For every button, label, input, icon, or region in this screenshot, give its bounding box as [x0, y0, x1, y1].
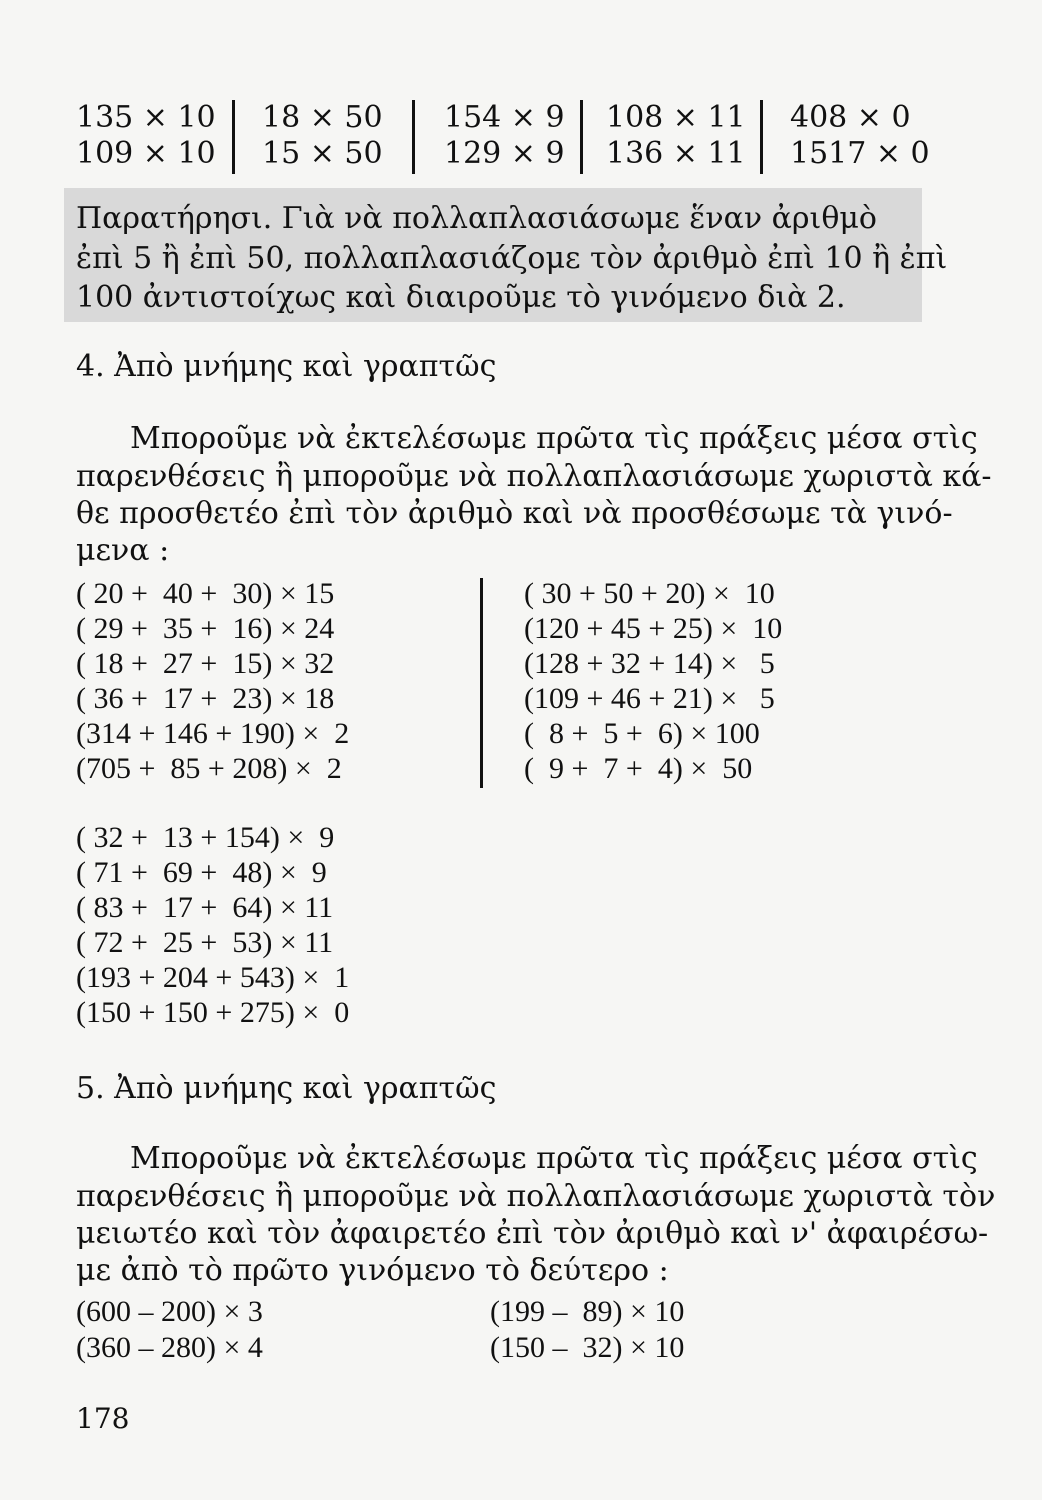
exercise-row: (120 + 45 + 25) × 10	[524, 612, 783, 645]
section-4-heading: 4. Ἀπὸ μνήμης καὶ γραπτῶς	[76, 349, 497, 384]
section-4-paragraph-line: μενα :	[76, 533, 170, 568]
exercise-row: (314 + 146 + 190) × 2	[76, 717, 350, 750]
top-table-cell: 15 × 50	[262, 136, 383, 171]
top-table-cell: 1517 × 0	[790, 136, 930, 171]
section-4-paragraph-line: θε προσθετέο ἐπὶ τὸν ἀριθμὸ καὶ νὰ προσθέσωμε τὰ γινό-	[76, 496, 953, 531]
exercise-row: ( 30 + 50 + 20) × 10	[524, 577, 775, 610]
table-divider	[580, 100, 583, 174]
exercise-row: ( 36 + 17 + 23) × 18	[76, 682, 335, 715]
section-5-paragraph-line: παρενθέσεις ἢ μποροῦμε νὰ πολλαπλασιάσωμε χωριστὰ τὸν	[76, 1179, 996, 1214]
exercise-row: ( 71 + 69 + 48) × 9	[76, 856, 327, 889]
top-table-cell: 408 × 0	[790, 100, 911, 135]
note-line: 100 ἀντιστοίχως καὶ διαιροῦμε τὸ γινόμενο διὰ 2.	[76, 280, 846, 315]
exercise-row: (128 + 32 + 14) × 5	[524, 647, 775, 680]
section-5-paragraph-line: με ἀπὸ τὸ πρῶτο γινόμενο τὸ δεύτερο :	[76, 1253, 669, 1288]
section-5-heading: 5. Ἀπὸ μνήμης καὶ γραπτῶς	[76, 1071, 497, 1106]
section-5-paragraph-line: μειωτέο καὶ τὸν ἀφαιρετέο ἐπὶ τὸν ἀριθμὸ καὶ ν' ἀφαιρέσω-	[76, 1216, 989, 1251]
section-4-paragraph-line: Μποροῦμε νὰ ἐκτελέσωμε πρῶτα τὶς πράξεις μέσα στὶς	[130, 421, 978, 456]
page-number: 178	[76, 1402, 130, 1435]
exercise-row: (150 – 32) × 10	[490, 1331, 685, 1364]
table-divider	[412, 100, 415, 174]
top-table-cell: 18 × 50	[262, 100, 383, 135]
exercise-row: ( 72 + 25 + 53) × 11	[76, 926, 334, 959]
exercise-row: ( 29 + 35 + 16) × 24	[76, 612, 335, 645]
exercise-row: (109 + 46 + 21) × 5	[524, 682, 775, 715]
exercise-row: ( 8 + 5 + 6) × 100	[524, 717, 760, 750]
exercise-row: (360 – 280) × 4	[76, 1331, 263, 1364]
top-table-cell: 129 × 9	[444, 136, 565, 171]
note-line: Παρατήρησι. Γιὰ νὰ πολλαπλασιάσωμε ἕναν ἀριθμὸ	[76, 201, 877, 236]
exercise-row: ( 18 + 27 + 15) × 32	[76, 647, 335, 680]
note-line: ἐπὶ 5 ἢ ἐπὶ 50, πολλαπλασιάζομε τὸν ἀριθμὸ ἐπὶ 10 ἢ ἐπὶ	[76, 241, 948, 276]
exercise-row: ( 83 + 17 + 64) × 11	[76, 891, 334, 924]
exercise-row: (199 – 89) × 10	[490, 1295, 685, 1328]
exercise-row: (705 + 85 + 208) × 2	[76, 752, 342, 785]
top-table-cell: 136 × 11	[606, 136, 746, 171]
section-5-paragraph-line: Μποροῦμε νὰ ἐκτελέσωμε πρῶτα τὶς πράξεις μέσα στὶς	[130, 1141, 978, 1176]
column-divider	[480, 578, 483, 788]
top-table-cell: 154 × 9	[444, 100, 565, 135]
table-divider	[232, 100, 235, 174]
top-table-cell: 109 × 10	[76, 136, 216, 171]
exercise-row: ( 9 + 7 + 4) × 50	[524, 752, 753, 785]
exercise-row: (193 + 204 + 543) × 1	[76, 961, 350, 994]
top-table-cell: 135 × 10	[76, 100, 216, 135]
exercise-row: (600 – 200) × 3	[76, 1295, 263, 1328]
section-4-paragraph-line: παρενθέσεις ἢ μποροῦμε νὰ πολλαπλασιάσωμε χωριστὰ κά-	[76, 459, 992, 494]
top-table-cell: 108 × 11	[606, 100, 746, 135]
exercise-row: (150 + 150 + 275) × 0	[76, 996, 350, 1029]
table-divider	[760, 100, 763, 174]
exercise-row: ( 20 + 40 + 30) × 15	[76, 577, 335, 610]
exercise-row: ( 32 + 13 + 154) × 9	[76, 821, 335, 854]
